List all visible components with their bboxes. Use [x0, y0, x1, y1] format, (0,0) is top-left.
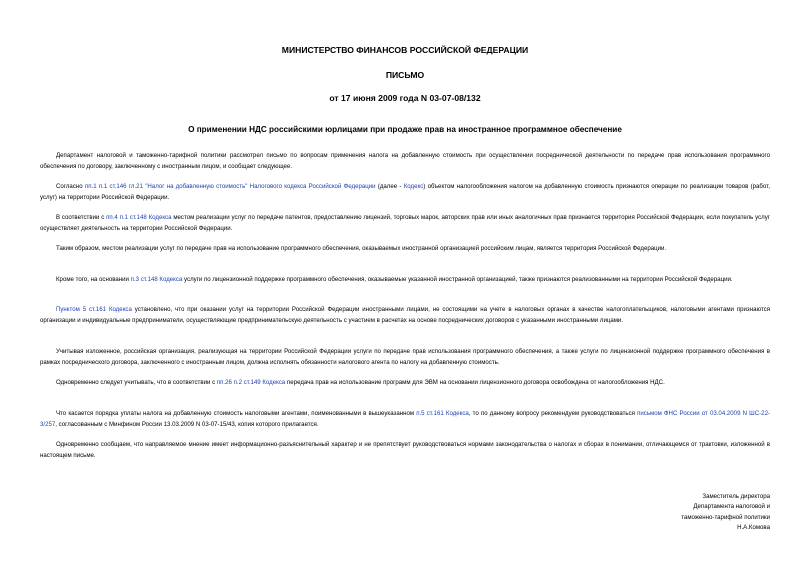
- paragraph-text: Одновременно сообщаем, что направляемое мнение имеет информационно-разъяснительный характер и не препятствует руководствоваться нормами законодательства о налогах и сборах в понимании, отличающемся от трактовки, изложенной в настоящем письме.: [40, 441, 770, 459]
- paragraph-text: Согласно: [56, 183, 85, 190]
- paragraph-text: Кроме того, на основании: [56, 276, 131, 283]
- paragraph-text: местом реализации услуг по передаче патентов, предоставлению лицензий, торговых марок, авторских прав или иных аналогичных прав признается территория Российской Федерации, если покупатель услуг осуществляет деятельность на территории Российской Федерации.: [40, 214, 770, 232]
- body-paragraph-5: [40, 275, 770, 286]
- signature-position: Заместитель директора: [702, 493, 770, 500]
- paragraph-text: Таким образом, местом реализации услуг по передаче прав на использование программного обеспечения, оказываемых иностранной организацией российским лицам, является территория Российской Федерации.: [56, 245, 667, 252]
- body-paragraph-9: [40, 409, 770, 430]
- signature-name: Н.А.Комова: [737, 524, 770, 532]
- paragraph-text: Одновременно следует учитывать, что в соответствии с: [56, 379, 217, 386]
- legal-reference-link[interactable]: гл.21 "Налог на добавленную стоимость" Налогового кодекса Российской Федерации: [128, 183, 376, 190]
- signature-department: Департамента налоговой и: [693, 503, 770, 511]
- legal-reference-link[interactable]: письмом ФНС России от 03.04.2009 N ШС-22-3/257: [40, 410, 770, 428]
- document-subject: О применении НДС российскими юрлицами при продаже прав на иностранное программное обеспечение: [188, 125, 622, 134]
- body-paragraph-7: [40, 347, 770, 368]
- legal-reference-link[interactable]: п.5 ст.161 Кодекса: [416, 410, 469, 417]
- document-date-number: от 17 июня 2009 года N 03-07-08/132: [329, 93, 481, 103]
- body-paragraph-4: [40, 244, 770, 255]
- legal-reference-link[interactable]: пп.1 п.1 ст.146: [84, 183, 127, 190]
- legal-reference-link[interactable]: п.3 ст.148 Кодекса: [130, 276, 183, 283]
- legal-reference-link[interactable]: пп.26 п.2 ст.149 Кодекса: [216, 379, 286, 386]
- paragraph-text: Что касается порядка уплаты налога на добавленную стоимость налоговыми агентами, поименованными в вышеуказанном: [56, 410, 417, 417]
- legal-reference-link[interactable]: Кодекс: [403, 183, 424, 190]
- body-paragraph-8: [40, 378, 770, 389]
- legal-reference-link[interactable]: Пунктом 5 ст.161 Кодекса: [56, 306, 132, 313]
- paragraph-text: , согласованным с Минфином России 13.03.2009 N 03-07-15/43, копия которого прилагается.: [55, 420, 319, 428]
- body-paragraph-2: [40, 182, 770, 203]
- paragraph-text: установлено, что при оказании услуг на территории Российской Федерации иностранными лицами, не состоящими на учете в налоговых органах в качестве налогоплательщиков, налоговыми агентами признаются организации и индивидуальные предприниматели, осуществляющие предпринимательскую деятельность с участием в расчетах на основе посреднических договоров с указанными иностранными лицами.: [40, 306, 770, 324]
- body-paragraph-3: [40, 213, 770, 234]
- paragraph-text: передача прав на использование программ для ЭВМ на основании лицензионного договора освобождена от налогообложения НДС.: [285, 379, 665, 386]
- legal-reference-link[interactable]: пп.4 п.1 ст.148 Кодекса: [106, 214, 172, 221]
- body-paragraph-1: [40, 151, 770, 172]
- signature-department-cont: таможенно-тарифной политики: [681, 513, 770, 521]
- paragraph-text: Департамент налоговой и таможенно-тарифной политики рассмотрел письмо по вопросам применения налога на добавленную стоимость при осуществлении посреднической деятельности по передаче прав использования программного обеспечения по договору, заключенному с иностранным лицом, и сообщает следующее.: [40, 152, 770, 170]
- paragraph-text: В соответствии с: [56, 214, 107, 221]
- paragraph-text: Учитывая изложенное, российская организация, реализующая на территории Российской Федерации услуги по передаче прав использования программного обеспечения, а также услуги по лицензионной поддержке программного обеспечения в рамках посреднического договора, заключенного с иностранным лицом, должна исполнять обязанности налогового агента по налогу на добавленную стоимость.: [40, 348, 770, 366]
- paragraph-text: услуги по лицензионной поддержке программного обеспечения, оказываемые указанной иностранной организацией, также признаются реализованными на территории Российской Федерации.: [182, 276, 733, 283]
- signature-block: [681, 492, 770, 534]
- document-type-heading: ПИСЬМО: [385, 70, 425, 80]
- paragraph-text: , то по данному вопросу рекомендуем руководствоваться: [468, 410, 638, 417]
- ministry-heading: МИНИСТЕРСТВО ФИНАНСОВ РОССИЙСКОЙ ФЕДЕРАЦИИ: [281, 45, 529, 55]
- body-paragraph-10: [40, 440, 770, 461]
- body-paragraph-6: [40, 305, 770, 326]
- paragraph-text: (далее -: [375, 183, 404, 190]
- paragraph-text: ) объектом налогообложения налогом на добавленную стоимость признаются операции по реализации товаров (работ, услуг) на территории Российской Федерации.: [40, 183, 770, 201]
